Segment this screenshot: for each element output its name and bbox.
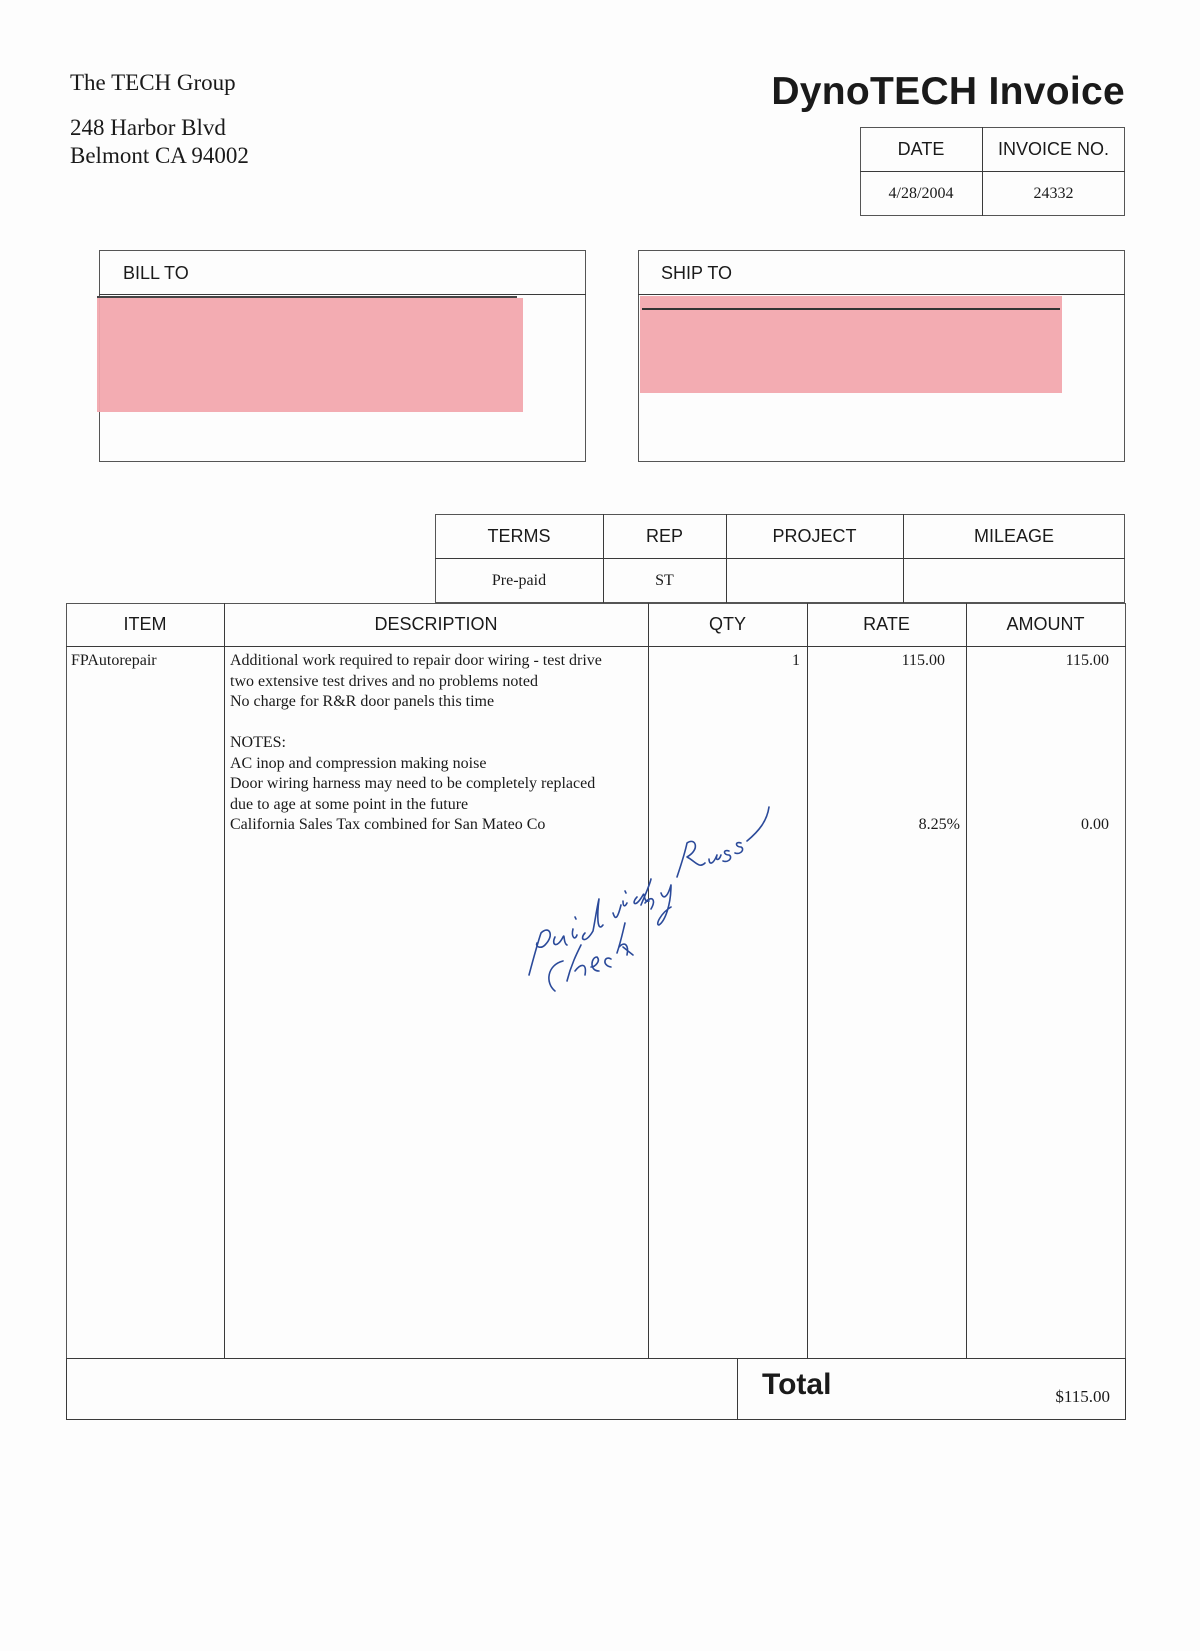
amount-header: AMOUNT (1006, 614, 1085, 634)
company-name: The TECH Group (70, 70, 236, 95)
terms-value: Pre-paid (491, 571, 547, 589)
project-value (726, 558, 903, 603)
bill-to-redaction (97, 298, 523, 412)
qty-header: QTY (708, 614, 746, 634)
rep-value: ST (655, 571, 674, 589)
item-description: Additional work required to repair door wiring - test drive two extensive test drives and no problems noted No charge for R&R door panels this time NOTES: AC inop and compression making noise Door wiring harness may need to be completely replaced due to age at some point in the future California Sales Tax combined for San Mateo Co (230, 652, 602, 833)
item-qty: 1 (792, 652, 800, 669)
rep-header: REP (645, 525, 683, 546)
invoice-no-header: INVOICE NO. (997, 138, 1109, 159)
item-rate: 115.00 (901, 652, 945, 669)
invoice-date: 4/28/2004 (888, 184, 954, 202)
item-header: ITEM (123, 614, 167, 634)
mileage-value (903, 558, 1125, 603)
total-label: Total (762, 1368, 832, 1401)
ship-to-redaction (640, 296, 1062, 393)
total-value: $115.00 (1055, 1387, 1110, 1406)
mileage-header: MILEAGE (973, 525, 1055, 546)
terms-header: TERMS (487, 525, 551, 546)
description-header: DESCRIPTION (374, 614, 498, 634)
item-code: FPAutorepair (71, 652, 157, 669)
company-address-line2: Belmont CA 94002 (70, 143, 249, 168)
project-header: PROJECT (772, 525, 857, 546)
company-address-line1: 248 Harbor Blvd (70, 115, 226, 140)
bill-to-label: BILL TO (123, 263, 189, 283)
invoice-title: DynoTECH Invoice (771, 70, 1125, 113)
invoice-number: 24332 (1033, 184, 1074, 202)
item-amount: 115.00 (1065, 652, 1109, 669)
rate-header: RATE (863, 614, 910, 634)
date-header: DATE (897, 138, 945, 159)
handwritten-note (515, 795, 785, 1010)
tax-rate: 8.25% (918, 816, 960, 833)
tax-amount: 0.00 (1081, 816, 1109, 833)
ship-to-label: SHIP TO (661, 263, 733, 283)
company-address (70, 114, 249, 170)
